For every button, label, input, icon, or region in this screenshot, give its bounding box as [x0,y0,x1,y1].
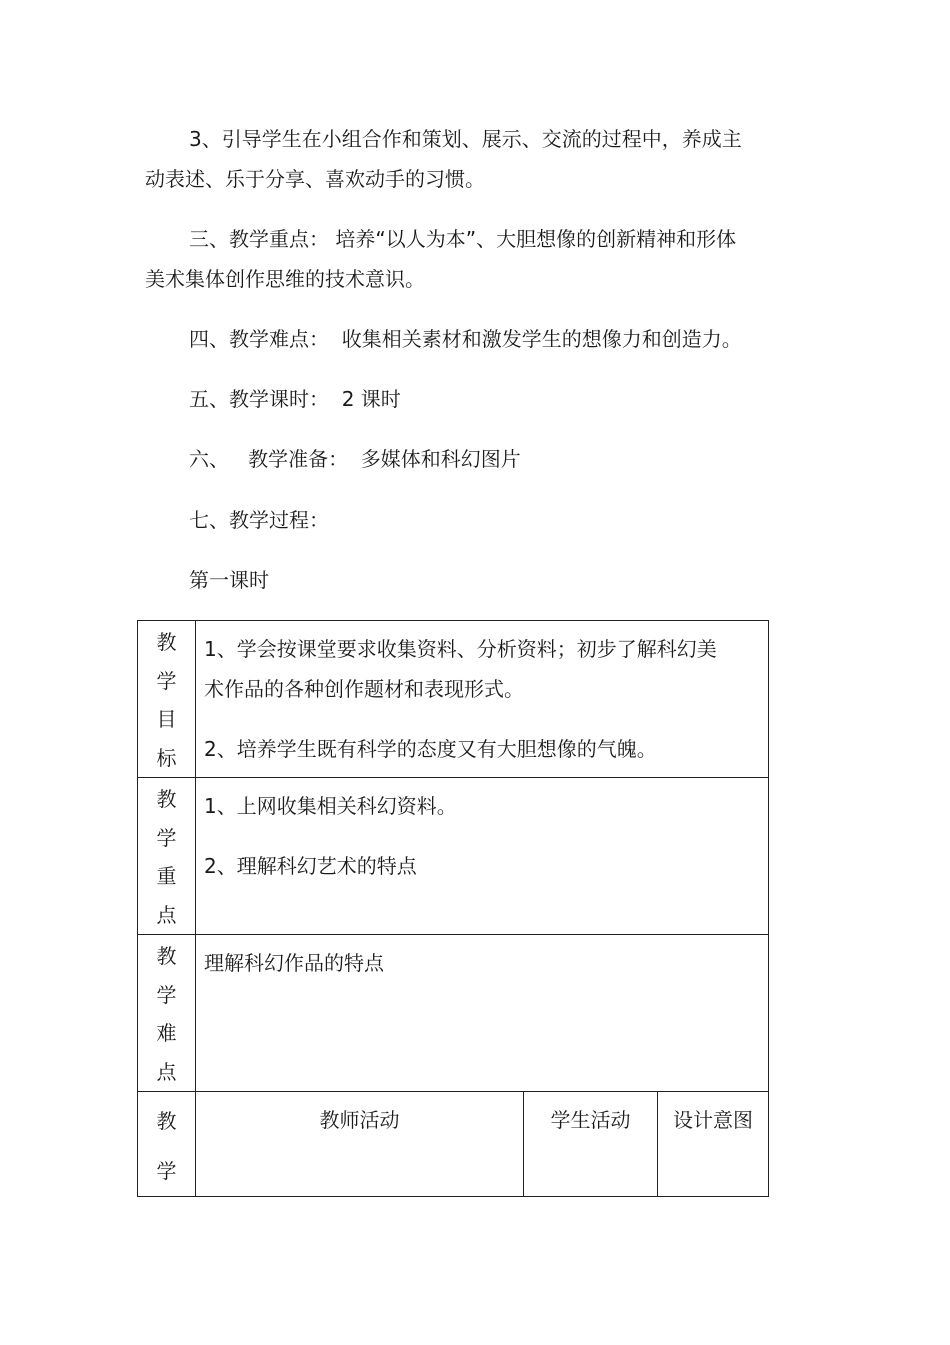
label-char: 点 [156,902,177,927]
row-label [138,935,196,1092]
content-item: 2、培养学生既有科学的态度又有大胆想像的气魄。 [204,737,657,761]
label-char: 重 [156,864,177,888]
content-item: 2、理解科幻艺术的特点 [204,854,417,878]
table-row-process [138,1092,769,1197]
header-student-activity: 学生活动 [524,1092,658,1197]
label-char: 教 [156,630,177,654]
paragraph-hours: 五、教学课时： 2 课时 [189,387,401,411]
content-item: 1、学会按课堂要求收集资料、分析资料；初步了解科幻美术作品的各种创作题材和表现形式。 [204,637,717,701]
label-char: 教 [156,944,177,968]
paragraph-line: 三、教学重点： 培养“以人为本”、大胆想像的创新精神和形体 [189,227,737,251]
lesson-table [137,620,769,1197]
paragraph-process: 七、教学过程： [189,508,329,532]
paragraph-line: 美术集体创作思维的技术意识。 [145,267,425,291]
paragraph-goal-3 [145,119,795,199]
table-row-key-points [138,778,769,935]
content-item: 1、上网收集相关科幻资料。 [204,794,457,818]
label-char: 教 [156,787,177,811]
row-content [196,935,769,1092]
paragraph-line: 3、引导学生在小组合作和策划、展示、交流的过程中，养成主 [189,127,742,151]
header-teacher-activity: 教师活动 [196,1092,524,1197]
paragraph-preparation: 六、 教学准备： 多媒体和科幻图片 [189,447,521,471]
row-content [196,778,769,935]
label-char: 教 [156,1109,177,1133]
table-row-objectives [138,621,769,778]
row-content [196,621,769,778]
table-row-difficulties [138,935,769,1092]
paragraph-difficulties: 四、教学难点： 收集相关素材和激发学生的想像力和创造力。 [189,327,742,351]
row-label [138,778,196,935]
paragraph-key-points [145,219,795,299]
header-design-intent: 设计意图 [658,1092,769,1197]
label-char: 学 [156,825,177,850]
label-char: 学 [156,1159,177,1183]
label-char: 标 [156,745,177,770]
row-label [138,1092,196,1197]
paragraph-line: 动表述、乐于分享、喜欢动手的习惯。 [145,167,485,191]
paragraph-first-lesson: 第一课时 [189,568,269,592]
label-char: 目 [156,707,177,731]
content-item: 理解科幻作品的特点 [204,951,384,975]
label-char: 学 [156,982,177,1007]
label-char: 难 [156,1021,177,1045]
label-char: 学 [156,668,177,693]
label-char: 点 [156,1059,177,1084]
row-label [138,621,196,778]
